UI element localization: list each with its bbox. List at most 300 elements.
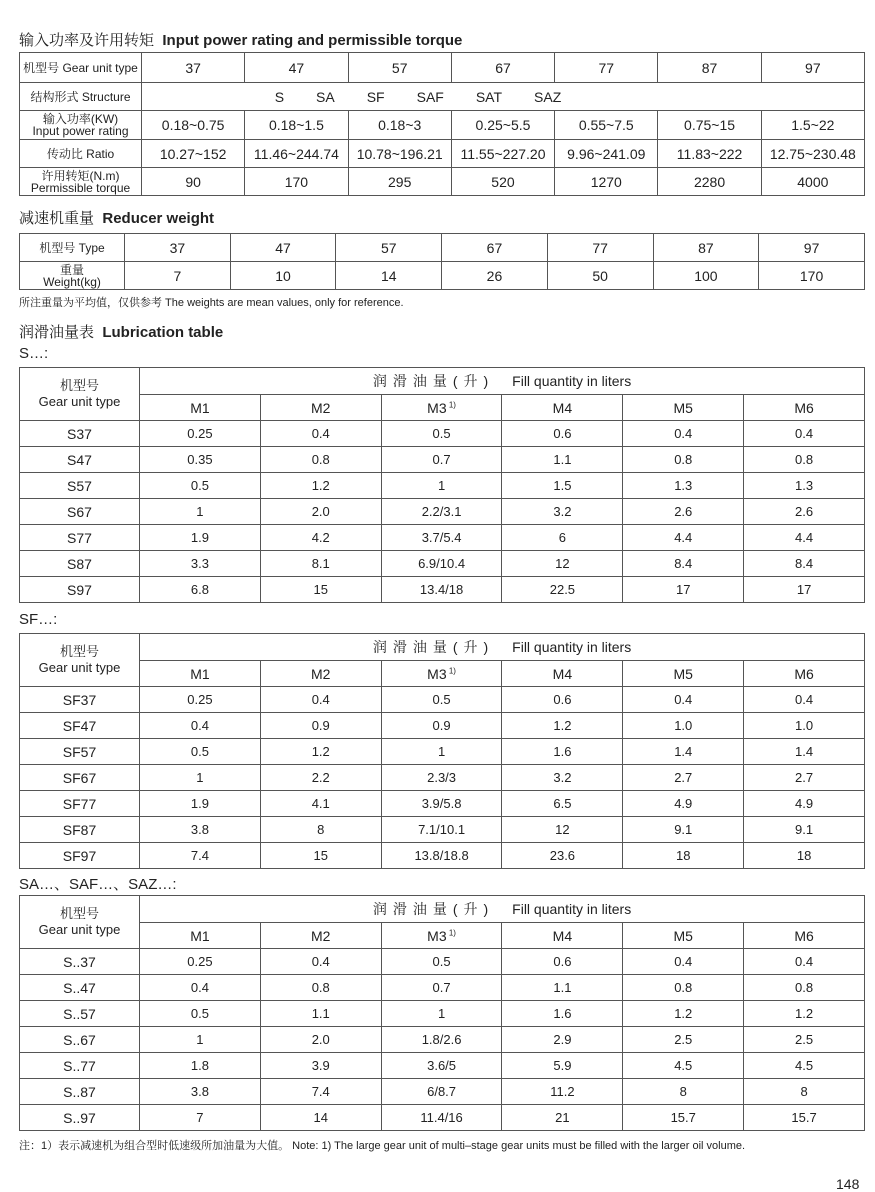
position-label: M4: [552, 927, 573, 944]
position-label: M6: [794, 665, 814, 682]
gear-unit-type: S..47: [20, 975, 140, 1001]
row-label: [20, 168, 142, 196]
table-cell: 0.18~0.75: [142, 111, 245, 140]
mounting-position-header: [381, 395, 502, 421]
position-label: M3: [427, 665, 447, 682]
table-row: [20, 234, 865, 262]
gear-unit-type: S..97: [20, 1105, 140, 1131]
fill-quantity-cell: 0.25: [140, 687, 261, 713]
fill-quantity-cell: 1.3: [744, 473, 865, 499]
fill-quantity-cell: 2.5: [744, 1027, 865, 1053]
fill-quantity-cell: 4.9: [744, 791, 865, 817]
fill-quantity-cell: 0.4: [744, 421, 865, 447]
structure-cell: [142, 83, 865, 111]
fill-quantity-cell: 0.4: [744, 687, 865, 713]
table-cell: 14: [336, 262, 442, 290]
table-cell: 11.55~227.20: [451, 140, 554, 168]
gear-unit-type: SF87: [20, 817, 140, 843]
table-cell: 77: [555, 53, 658, 83]
table-cell: 0.55~7.5: [555, 111, 658, 140]
fill-quantity-cell: 0.5: [140, 1001, 261, 1027]
fill-quantity-cell: 2.7: [744, 765, 865, 791]
title-cn: 输入功率及许用转矩: [19, 32, 155, 49]
table-row: [20, 1001, 865, 1027]
structure-type: SAF: [416, 88, 444, 105]
fill-quantity-cell: 0.4: [623, 421, 744, 447]
fill-quantity-cell: 17: [623, 577, 744, 603]
fill-quantity-cell: 7.4: [260, 1079, 381, 1105]
fill-quantity-cell: 3.8: [140, 1079, 261, 1105]
fill-quantity-cell: 1.2: [502, 713, 623, 739]
position-label: M6: [794, 927, 814, 944]
fill-quantity-cell: 0.4: [623, 949, 744, 975]
gear-unit-type: S87: [20, 551, 140, 577]
fill-quantity-cell: 0.4: [140, 975, 261, 1001]
fill-quantity-header: [140, 368, 865, 395]
row-label-text: 重量: [59, 262, 84, 277]
fill-quantity-cell: 0.5: [140, 473, 261, 499]
fill-quantity-cell: 0.5: [381, 421, 502, 447]
header-en: Fill quantity in liters: [512, 373, 632, 389]
header-row: [20, 661, 865, 687]
table-row: [20, 577, 865, 603]
gear-unit-type: S..57: [20, 1001, 140, 1027]
gear-unit-type: S57: [20, 473, 140, 499]
power-section-title: [19, 29, 462, 50]
table-cell: 10.27~152: [142, 140, 245, 168]
row-label-text: 机型号 Gear unit type: [23, 60, 138, 75]
position-label: M1: [190, 665, 210, 682]
position-label: M3: [427, 399, 447, 416]
table-cell: 7: [125, 262, 231, 290]
header-row: [20, 395, 865, 421]
fill-quantity-cell: 13.4/18: [381, 577, 502, 603]
table-cell: 67: [442, 234, 548, 262]
fill-quantity-cell: 8.4: [744, 551, 865, 577]
fill-quantity-cell: 0.6: [502, 949, 623, 975]
fill-quantity-cell: 1: [140, 499, 261, 525]
mounting-position-header: [502, 661, 623, 687]
header-en: Gear unit type: [38, 660, 121, 675]
mounting-position-header: [744, 395, 865, 421]
table-cell: 90: [142, 168, 245, 196]
header-en: Fill quantity in liters: [512, 901, 632, 917]
structure-type: SA: [316, 88, 335, 105]
mounting-position-header: [502, 395, 623, 421]
fill-quantity-cell: 9.1: [623, 817, 744, 843]
fill-quantity-cell: 1: [381, 473, 502, 499]
table-row: [20, 53, 865, 83]
table-row: [20, 83, 865, 111]
fill-quantity-cell: 15.7: [744, 1105, 865, 1131]
gear-unit-type: SF47: [20, 713, 140, 739]
fill-quantity-cell: 0.4: [140, 713, 261, 739]
title-en: Input power rating and permissible torque: [162, 32, 463, 49]
fill-quantity-cell: 2.6: [623, 499, 744, 525]
row-label-text: 许用转矩(N.m): [41, 168, 120, 183]
header-cn: 机型号: [59, 906, 99, 921]
fill-quantity-cell: 2.7: [623, 765, 744, 791]
fill-quantity-cell: 7.4: [140, 843, 261, 869]
fill-quantity-cell: 1.9: [140, 791, 261, 817]
row-label: [20, 234, 125, 262]
table-cell: 11.83~222: [658, 140, 761, 168]
fill-quantity-header: [140, 634, 865, 661]
fill-quantity-cell: 22.5: [502, 577, 623, 603]
gear-unit-type: SF67: [20, 765, 140, 791]
fill-quantity-cell: 8: [260, 817, 381, 843]
table-cell: 0.18~1.5: [245, 111, 348, 140]
fill-quantity-cell: 0.4: [260, 949, 381, 975]
table-cell: 170: [245, 168, 348, 196]
fill-quantity-cell: 2.5: [623, 1027, 744, 1053]
fill-quantity-cell: 0.4: [744, 949, 865, 975]
fill-quantity-cell: 4.5: [744, 1053, 865, 1079]
fill-quantity-cell: 1.4: [623, 739, 744, 765]
fill-quantity-cell: 8: [623, 1079, 744, 1105]
structure-type: SAT: [475, 88, 503, 105]
table-cell: 12.75~230.48: [761, 140, 864, 168]
fill-quantity-cell: 0.4: [260, 687, 381, 713]
fill-quantity-cell: 1.2: [260, 739, 381, 765]
row-label-text: Input power rating: [32, 124, 129, 138]
mounting-position-header: [140, 395, 261, 421]
position-label: M2: [311, 399, 331, 416]
structure-type: SAZ: [534, 88, 562, 105]
table-cell: 97: [759, 234, 865, 262]
fill-quantity-cell: 23.6: [502, 843, 623, 869]
weight-note: 所注重量为平均值，仅供参考 The weights are mean values, only for reference.: [19, 297, 404, 309]
fill-quantity-cell: 0.4: [260, 421, 381, 447]
fill-quantity-cell: 6.9/10.4: [381, 551, 502, 577]
mounting-position-header: [260, 923, 381, 949]
fill-quantity-cell: 0.25: [140, 421, 261, 447]
lubrication-subtable-label: S…:: [19, 345, 49, 362]
fill-quantity-cell: 0.8: [260, 975, 381, 1001]
gear-unit-type: S..37: [20, 949, 140, 975]
table-cell: 87: [658, 53, 761, 83]
row-label: [20, 111, 142, 140]
table-cell: 9.96~241.09: [555, 140, 658, 168]
table-cell: 97: [761, 53, 864, 83]
position-label: M6: [794, 399, 814, 416]
fill-quantity-cell: 1: [140, 1027, 261, 1053]
table-row: [20, 975, 865, 1001]
fill-quantity-cell: 0.35: [140, 447, 261, 473]
fill-quantity-cell: 3.2: [502, 765, 623, 791]
title-cn: 减速机重量: [19, 210, 95, 227]
table-row: [20, 687, 865, 713]
mounting-position-header: [260, 661, 381, 687]
header-row: [20, 923, 865, 949]
fill-quantity-cell: 3.9/5.8: [381, 791, 502, 817]
table-row: [20, 1027, 865, 1053]
fill-quantity-cell: 0.4: [623, 687, 744, 713]
fill-quantity-cell: 2.0: [260, 499, 381, 525]
header-cn: 机型号: [59, 644, 99, 659]
table-cell: 100: [653, 262, 759, 290]
fill-quantity-cell: 1: [381, 1001, 502, 1027]
mounting-position-header: [260, 395, 381, 421]
fill-quantity-cell: 13.8/18.8: [381, 843, 502, 869]
position-label: M5: [673, 927, 693, 944]
fill-quantity-cell: 0.25: [140, 949, 261, 975]
fill-quantity-cell: 3.3: [140, 551, 261, 577]
fill-quantity-cell: 6.5: [502, 791, 623, 817]
gear-unit-type: S..77: [20, 1053, 140, 1079]
table-row: [20, 1053, 865, 1079]
table-cell: 2280: [658, 168, 761, 196]
mounting-position-header: [623, 661, 744, 687]
table-row: [20, 791, 865, 817]
fill-quantity-cell: 1.4: [744, 739, 865, 765]
gear-unit-type: S..87: [20, 1079, 140, 1105]
gear-unit-type: SF37: [20, 687, 140, 713]
fill-quantity-cell: 1.9: [140, 525, 261, 551]
fill-quantity-cell: 1.5: [502, 473, 623, 499]
fill-quantity-cell: 1.3: [623, 473, 744, 499]
fill-quantity-cell: 4.9: [623, 791, 744, 817]
header-row: [20, 896, 865, 923]
fill-quantity-cell: 1.1: [260, 1001, 381, 1027]
fill-quantity-cell: 2.6: [744, 499, 865, 525]
fill-quantity-cell: 0.5: [381, 687, 502, 713]
row-label: [20, 53, 142, 83]
lubrication-title: [19, 321, 223, 342]
header-en: Fill quantity in liters: [512, 639, 632, 655]
fill-quantity-cell: 0.8: [260, 447, 381, 473]
fill-quantity-cell: 4.1: [260, 791, 381, 817]
table-row: [20, 551, 865, 577]
row-label-text: 传动比 Ratio: [46, 146, 115, 161]
fill-quantity-cell: 1: [381, 739, 502, 765]
fill-quantity-cell: 4.4: [623, 525, 744, 551]
table-row: [20, 421, 865, 447]
table-cell: 295: [348, 168, 451, 196]
table-cell: 0.18~3: [348, 111, 451, 140]
gear-unit-type: S97: [20, 577, 140, 603]
gear-unit-type: S..67: [20, 1027, 140, 1053]
footnote-marker: 1): [446, 665, 456, 675]
fill-quantity-cell: 3.6/5: [381, 1053, 502, 1079]
row-label-text: 机型号 Type: [39, 240, 105, 255]
fill-quantity-cell: 6/8.7: [381, 1079, 502, 1105]
fill-quantity-cell: 0.5: [140, 739, 261, 765]
gear-unit-type: S47: [20, 447, 140, 473]
title-en: Reducer weight: [102, 210, 215, 227]
row-label: [20, 83, 142, 111]
fill-quantity-cell: 0.8: [623, 975, 744, 1001]
row-label-text: Weight(kg): [43, 274, 101, 289]
fill-quantity-cell: 2.3/3: [381, 765, 502, 791]
table-cell: 67: [451, 53, 554, 83]
lubrication-subtable-label: SA…、SAF…、SAZ…:: [19, 876, 177, 893]
structure-type: S: [274, 88, 285, 105]
mounting-position-header: [502, 923, 623, 949]
table-row: [20, 473, 865, 499]
table-row: [20, 765, 865, 791]
fill-quantity-cell: 3.2: [502, 499, 623, 525]
header-cn: 润滑油量(升): [372, 373, 495, 389]
footnote-marker: 1): [446, 399, 456, 409]
gear-unit-type: SF97: [20, 843, 140, 869]
fill-quantity-cell: 0.6: [502, 687, 623, 713]
table-cell: 87: [653, 234, 759, 262]
position-label: M5: [673, 665, 693, 682]
fill-quantity-cell: 12: [502, 817, 623, 843]
table-row: [20, 140, 865, 168]
table-row: [20, 843, 865, 869]
fill-quantity-cell: 21: [502, 1105, 623, 1131]
fill-quantity-cell: 1.6: [502, 1001, 623, 1027]
table-row: [20, 949, 865, 975]
gear-unit-type: SF77: [20, 791, 140, 817]
table-cell: 10: [230, 262, 336, 290]
fill-quantity-cell: 2.9: [502, 1027, 623, 1053]
fill-quantity-cell: 18: [744, 843, 865, 869]
table-cell: 0.25~5.5: [451, 111, 554, 140]
fill-quantity-cell: 0.9: [381, 713, 502, 739]
fill-quantity-cell: 5.9: [502, 1053, 623, 1079]
fill-quantity-cell: 0.8: [623, 447, 744, 473]
mounting-position-header: [381, 661, 502, 687]
position-label: M2: [311, 665, 331, 682]
fill-quantity-header: [140, 896, 865, 923]
mounting-position-header: [140, 923, 261, 949]
table-cell: 1.5~22: [761, 111, 864, 140]
table-cell: 1270: [555, 168, 658, 196]
fill-quantity-cell: 2.2: [260, 765, 381, 791]
gear-unit-type: SF57: [20, 739, 140, 765]
gear-unit-type: S67: [20, 499, 140, 525]
fill-quantity-cell: 1.1: [502, 447, 623, 473]
table-row: [20, 713, 865, 739]
row-label-text: 输入功率(KW): [42, 112, 119, 126]
fill-quantity-cell: 11.4/16: [381, 1105, 502, 1131]
table-cell: 47: [245, 53, 348, 83]
table-cell: 57: [348, 53, 451, 83]
position-label: M1: [190, 927, 210, 944]
header-cn: 润滑油量(升): [372, 639, 495, 655]
fill-quantity-cell: 9.1: [744, 817, 865, 843]
fill-quantity-cell: 18: [623, 843, 744, 869]
fill-quantity-cell: 4.4: [744, 525, 865, 551]
table-row: [20, 168, 865, 196]
table-row: [20, 739, 865, 765]
fill-quantity-cell: 0.7: [381, 975, 502, 1001]
table-row: [20, 817, 865, 843]
fill-quantity-cell: 8: [744, 1079, 865, 1105]
row-label: [20, 140, 142, 168]
power-rating-table: [19, 52, 865, 196]
position-label: M5: [673, 399, 693, 416]
table-cell: 170: [759, 262, 865, 290]
fill-quantity-cell: 12: [502, 551, 623, 577]
title-cn: 润滑油量表: [19, 324, 95, 341]
fill-quantity-cell: 7.1/10.1: [381, 817, 502, 843]
table-cell: 37: [142, 53, 245, 83]
fill-quantity-cell: 11.2: [502, 1079, 623, 1105]
gear-unit-type-header: [20, 368, 140, 421]
weight-section-title: [19, 207, 214, 228]
gear-unit-type-header: [20, 896, 140, 949]
mounting-position-header: [140, 661, 261, 687]
fill-quantity-cell: 8.1: [260, 551, 381, 577]
position-label: M4: [552, 665, 573, 682]
header-en: Gear unit type: [38, 922, 121, 937]
fill-quantity-cell: 7: [140, 1105, 261, 1131]
page-number: 148: [836, 1176, 860, 1192]
table-cell: 50: [547, 262, 653, 290]
fill-quantity-cell: 8.4: [623, 551, 744, 577]
table-cell: 11.46~244.74: [245, 140, 348, 168]
fill-quantity-cell: 3.7/5.4: [381, 525, 502, 551]
fill-quantity-cell: 0.6: [502, 421, 623, 447]
table-cell: 26: [442, 262, 548, 290]
fill-quantity-cell: 1.6: [502, 739, 623, 765]
mounting-position-header: [744, 661, 865, 687]
fill-quantity-cell: 6: [502, 525, 623, 551]
table-row: [20, 1105, 865, 1131]
fill-quantity-cell: 4.5: [623, 1053, 744, 1079]
header-cn: 润滑油量(升): [372, 901, 495, 917]
title-en: Lubrication table: [102, 324, 224, 341]
fill-quantity-cell: 1.0: [623, 713, 744, 739]
table-row: [20, 499, 865, 525]
footnote-marker: 1): [446, 927, 456, 937]
header-en: Gear unit type: [38, 394, 121, 409]
fill-quantity-cell: 1.2: [260, 473, 381, 499]
gear-unit-type: S37: [20, 421, 140, 447]
fill-quantity-cell: 0.8: [744, 975, 865, 1001]
table-cell: 520: [451, 168, 554, 196]
fill-quantity-cell: 2.0: [260, 1027, 381, 1053]
reducer-weight-table: [19, 233, 865, 290]
mounting-position-header: [623, 923, 744, 949]
fill-quantity-cell: 3.9: [260, 1053, 381, 1079]
structure-type: SF: [366, 88, 385, 105]
header-row: [20, 634, 865, 661]
position-label: M1: [190, 399, 210, 416]
fill-quantity-cell: 1.0: [744, 713, 865, 739]
fill-quantity-cell: 1.1: [502, 975, 623, 1001]
table-row: [20, 262, 865, 290]
fill-quantity-cell: 15: [260, 843, 381, 869]
fill-quantity-cell: 3.8: [140, 817, 261, 843]
table-cell: 77: [547, 234, 653, 262]
fill-quantity-cell: 14: [260, 1105, 381, 1131]
position-label: M2: [311, 927, 331, 944]
lubrication-table: [19, 895, 865, 1131]
footnote: 注：1）表示减速机为组合型时低速级所加油量为大值。 Note: 1) The large gear unit of multi–stage gear units must be filled with the larger oil volume.: [19, 1140, 746, 1152]
mounting-position-header: [744, 923, 865, 949]
fill-quantity-cell: 4.2: [260, 525, 381, 551]
header-row: [20, 368, 865, 395]
header-cn: 机型号: [59, 378, 99, 393]
fill-quantity-cell: 15.7: [623, 1105, 744, 1131]
lubrication-subtable-label: SF…:: [19, 611, 58, 628]
row-label-text: 结构形式 Structure: [30, 89, 131, 104]
mounting-position-header: [623, 395, 744, 421]
fill-quantity-cell: 0.7: [381, 447, 502, 473]
lubrication-table: [19, 367, 865, 603]
table-row: [20, 111, 865, 140]
fill-quantity-cell: 1.2: [623, 1001, 744, 1027]
table-row: [20, 1079, 865, 1105]
table-cell: 57: [336, 234, 442, 262]
fill-quantity-cell: 17: [744, 577, 865, 603]
fill-quantity-cell: 1: [140, 765, 261, 791]
